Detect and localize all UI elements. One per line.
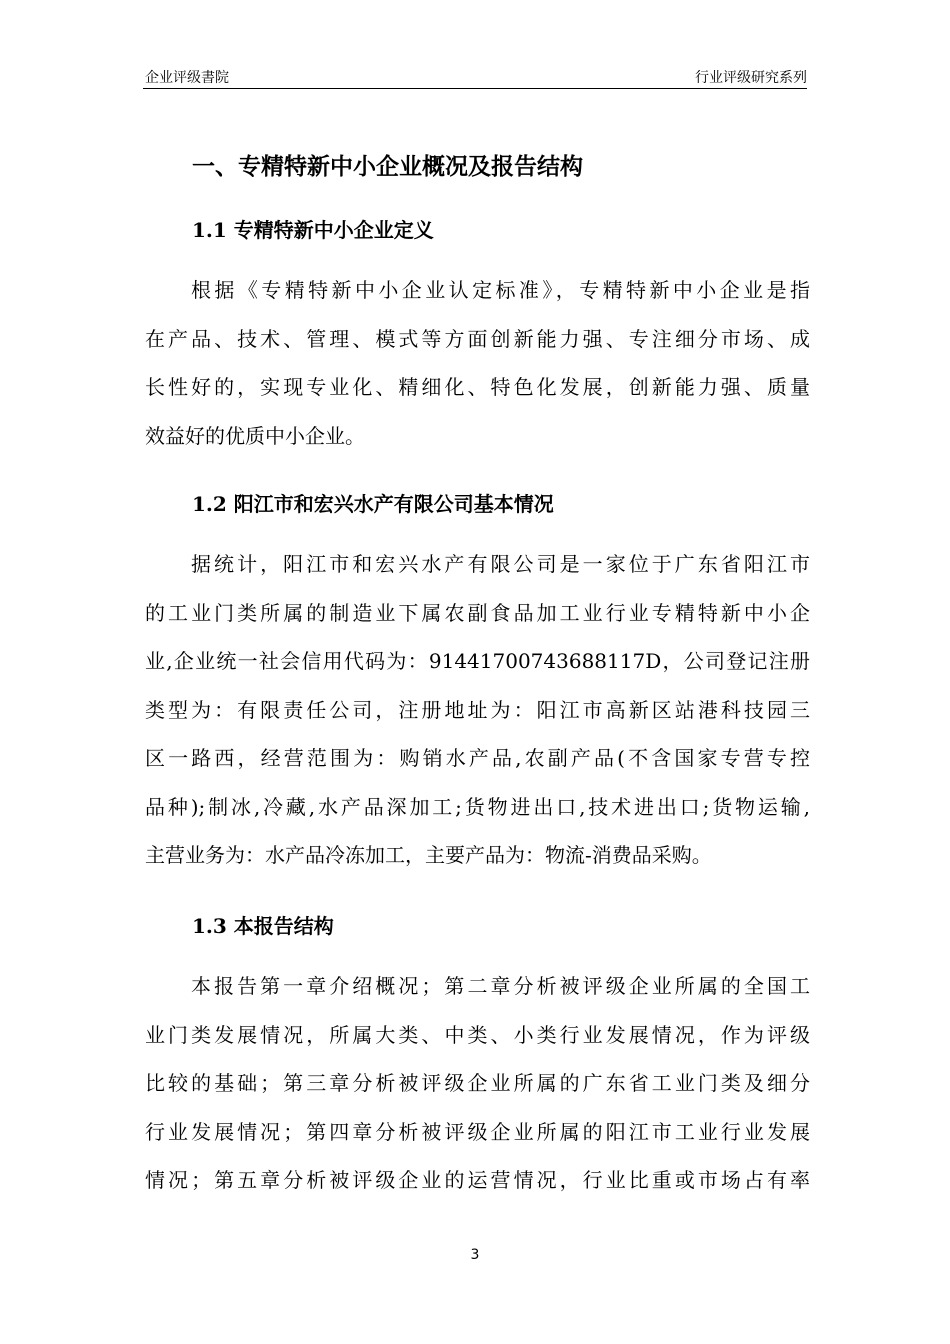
text-line: 根据《专精特新中小企业认定标准》，专精特新中小企业是指 bbox=[191, 278, 810, 302]
text-line: 比较的基础；第三章分析被评级企业所属的广东省工业门类及细分 bbox=[145, 1071, 810, 1095]
text-line: 业门类发展情况，所属大类、中类、小类行业发展情况，作为评级 bbox=[145, 1022, 810, 1047]
paragraph-definition bbox=[145, 266, 810, 460]
page-number: 3 bbox=[470, 1247, 480, 1263]
text-line: 区一路西，经营范围为：购销水产品,农副产品(不含国家专营专控 bbox=[145, 746, 810, 770]
text-line: 类型为：有限责任公司，注册地址为：阳江市高新区站港科技园三 bbox=[145, 697, 810, 722]
header-left-title: 企业评级書院 bbox=[145, 70, 229, 86]
text-line: 主营业务为：水产品冷冻加工，主要产品为：物流-消费品采购。 bbox=[145, 843, 712, 867]
text-line: 品种);制冰,冷藏,水产品深加工;货物进出口,技术进出口;货物运输, bbox=[145, 794, 810, 819]
text-line: 行业发展情况；第四章分析被评级企业所属的阳江市工业行业发展 bbox=[145, 1119, 810, 1144]
text-line: 业,企业统一社会信用代码为：91441700743688117D，公司登记注册 bbox=[145, 649, 810, 673]
text-line: 本报告第一章介绍概况；第二章分析被评级企业所属的全国工 bbox=[191, 974, 810, 998]
header-divider bbox=[143, 88, 807, 89]
header-right-title: 行业评级研究系列 bbox=[695, 70, 807, 86]
subsection-title-1-2: 1.2 阳江市和宏兴水产有限公司基本情况 bbox=[192, 492, 554, 516]
text-line: 的工业门类所属的制造业下属农副食品加工业行业专精特新中小企 bbox=[145, 600, 810, 625]
subsection-title-1-1: 1.1 专精特新中小企业定义 bbox=[192, 218, 434, 242]
section-title: 一、专精特新中小企业概况及报告结构 bbox=[192, 153, 583, 180]
paragraph-company-info bbox=[145, 540, 810, 880]
subsection-title-1-3: 1.3 本报告结构 bbox=[192, 914, 334, 938]
paragraph-report-structure bbox=[145, 962, 810, 1205]
text-line: 情况；第五章分析被评级企业的运营情况，行业比重或市场占有率 bbox=[145, 1168, 810, 1192]
text-line: 长性好的，实现专业化、精细化、特色化发展，创新能力强、质量 bbox=[145, 375, 810, 399]
text-line: 在产品、技术、管理、模式等方面创新能力强、专注细分市场、成 bbox=[145, 326, 810, 351]
text-line: 效益好的优质中小企业。 bbox=[145, 423, 365, 448]
text-line: 据统计，阳江市和宏兴水产有限公司是一家位于广东省阳江市 bbox=[191, 552, 810, 576]
